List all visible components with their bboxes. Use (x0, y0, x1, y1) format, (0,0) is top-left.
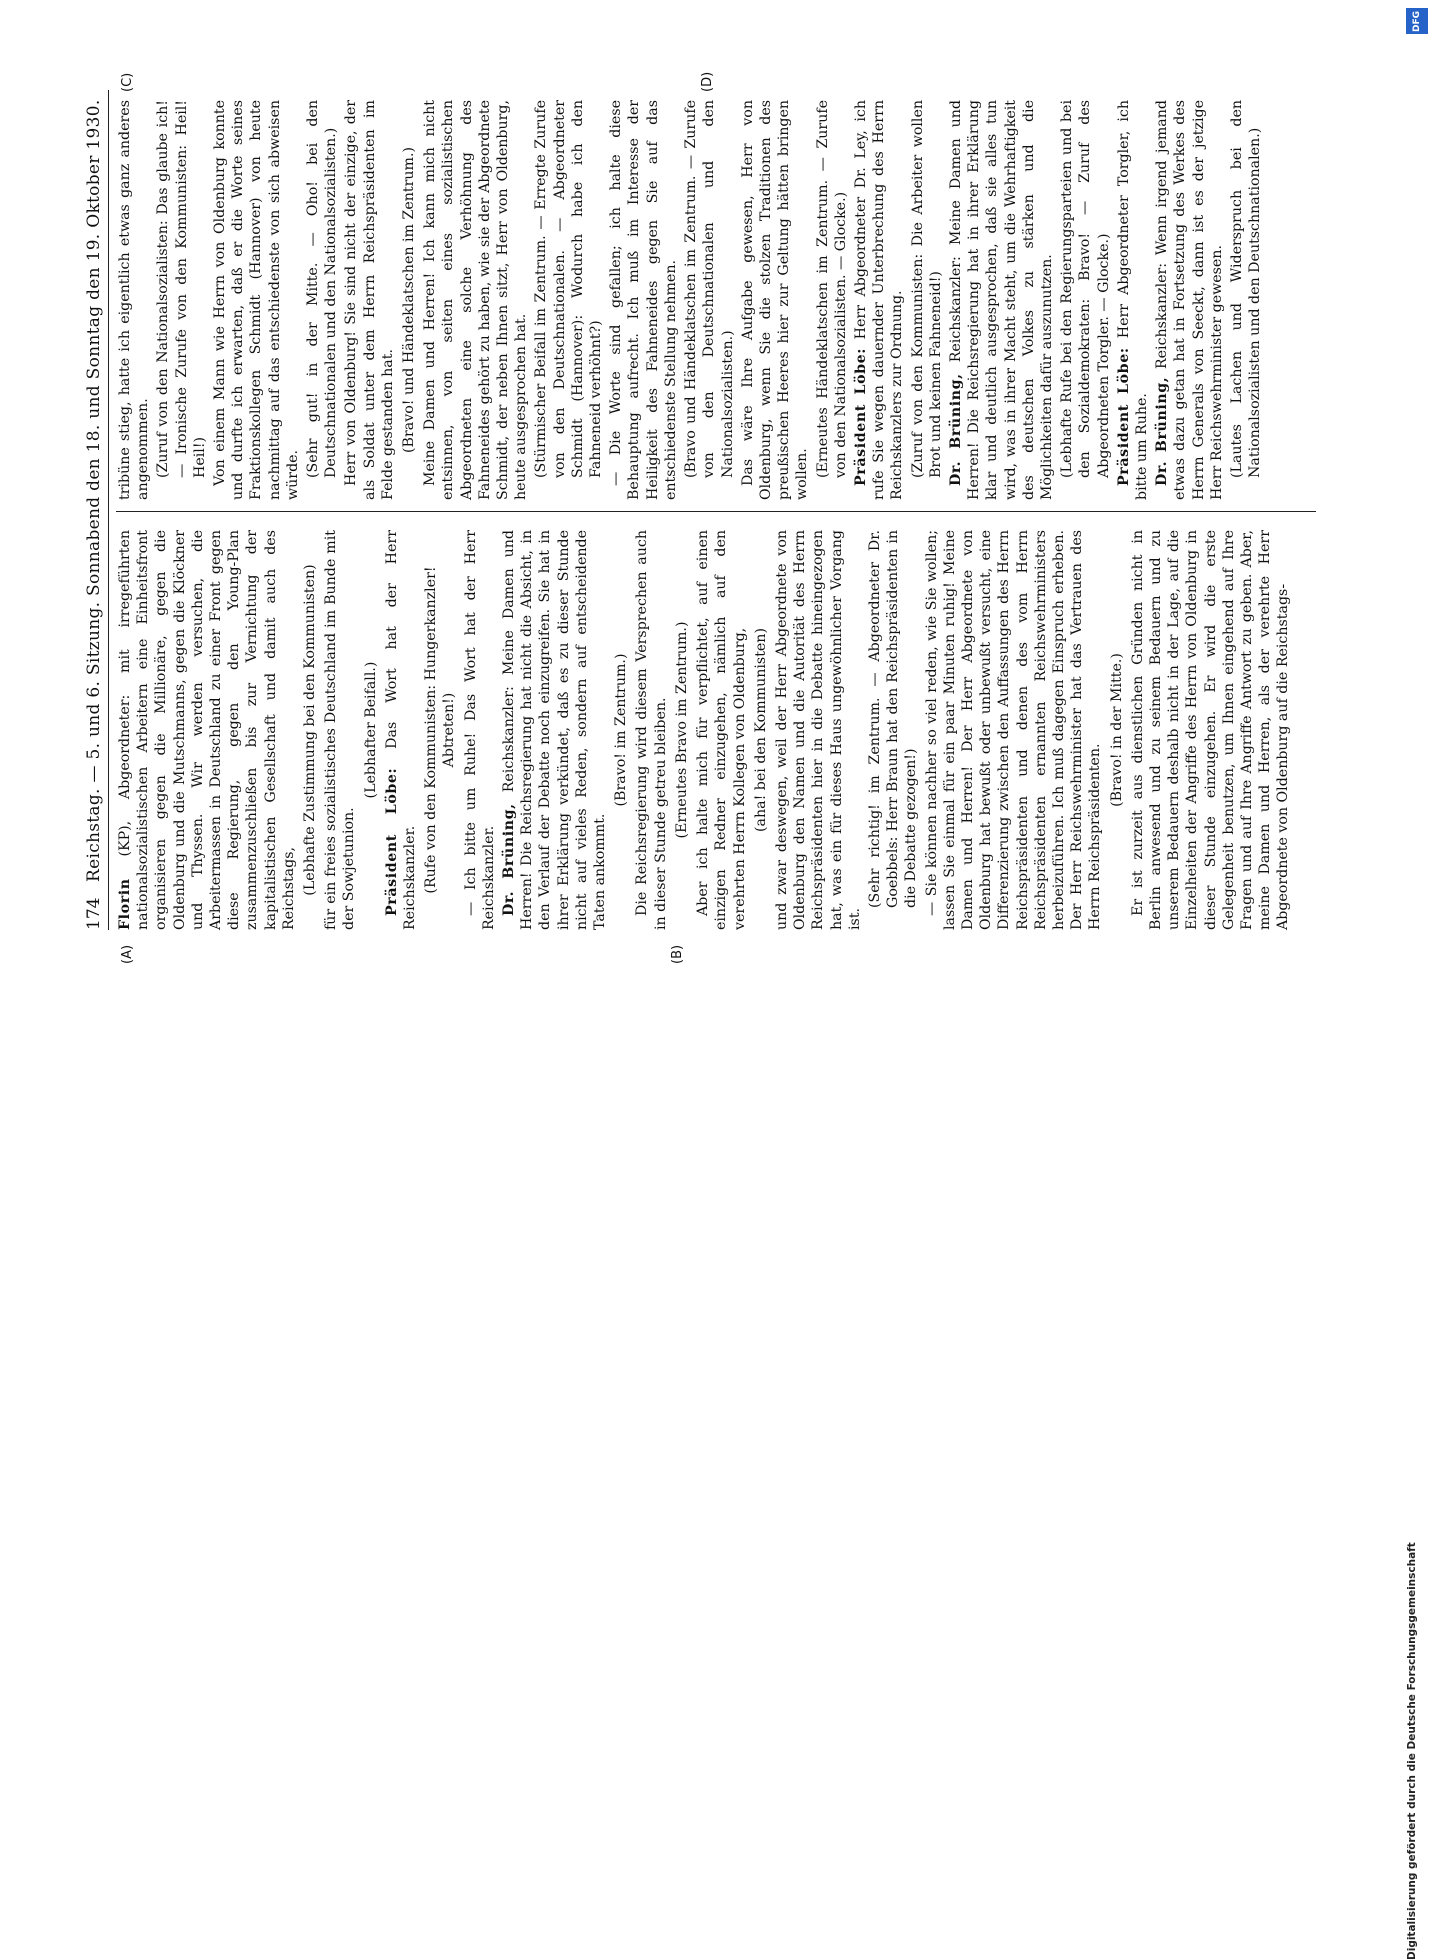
interjection (400, 114, 418, 486)
margin-mark-d: (D) (700, 71, 715, 92)
paragraph-text: Herr Abgeordneter Torgler, ich bitte um Ruhe. (1115, 100, 1150, 500)
text-column-right (116, 100, 1266, 500)
interjection (909, 100, 945, 478)
paragraph-text: tribüne stieg, hatte ich eigentlich etwas ganz anderes angenommen. (117, 100, 152, 500)
dfg-sidebar (1398, 0, 1434, 1960)
paragraph-text: (Erneutes Händeklatschen im Zentrum. — Zurufe von den Nationalsozialisten. — Glocke.) (814, 100, 849, 478)
paragraph-text: (Bravo! in der Mitte.) (1108, 653, 1125, 807)
paragraph-text: (Lebhafte Rufe bei den Regierungsparteien und bei den Sozialdemokraten: Bravo! — Zuruf des Abgeordneten Torgler. — Glocke.) (1059, 100, 1112, 478)
page-number: 174 (84, 897, 104, 930)
paragraph (947, 100, 1056, 500)
paragraph-text: (Lautes Lachen und Widerspruch bei den Nationalsozialisten und den Deutschnationalen.) (1228, 100, 1264, 478)
interjection (422, 544, 458, 916)
paragraph-text: für ein freies sozialistisches Deutschland im Bunde mit der Sowjetunion. (323, 530, 358, 930)
paragraph (116, 100, 152, 500)
paragraph-text: (Zuruf von den Nationalsozialisten: Das glaube ich! — Ironische Zurufe von den Kommunisten: Heil! Heil!) (155, 100, 208, 478)
speaker-name: Dr. Brüning, (501, 803, 518, 916)
interjection (1228, 100, 1264, 478)
paragraph-text: (aha! bei den Kommunisten) (752, 628, 769, 832)
interjection (673, 544, 691, 916)
paragraph (322, 530, 358, 930)
speaker-name: Dr. Brüning, (1154, 376, 1171, 486)
paragraph-text: (Lebhafter Beifall.) (362, 661, 379, 799)
paragraph (1129, 530, 1293, 930)
margin-mark-a: (A) (120, 944, 135, 964)
interjection (752, 544, 770, 916)
interjection (1058, 100, 1113, 478)
paragraph-text: (Zuruf von den Kommunisten: Die Arbeiter wollen Brot und keinen Fahneneid!) (909, 100, 944, 478)
interjection (301, 544, 319, 916)
paragraph (116, 530, 298, 930)
paragraph-text: Meine Damen und Herren! Ich kann mich nicht entsinnen, von seiten eines sozialistischen Abgeordneten eine solche Verhöhnung des Fahneneides gehört zu haben, wie sie der Abgeordnete Schmidt, der neben Ihnen sitzt, Herr von Oldenburg, heute ausgesprochen hat. (422, 100, 530, 500)
paragraph (500, 530, 609, 930)
paragraph-text: (Lebhafte Zustimmung bei den Kommunisten) (302, 564, 319, 896)
paragraph-text: (Bravo! im Zentrum.) (613, 653, 630, 807)
digitization-credit: Digitalisierung gefördert durch die Deutsche Forschungsgemeinschaft (1406, 1542, 1418, 1960)
speaker-name: Präsident Löbe: (383, 767, 400, 916)
column-divider (116, 511, 1316, 512)
paragraph (694, 530, 749, 930)
speaker-name: Florin (117, 878, 133, 930)
running-title: Reichstag. — 5. und 6. Sitzung. Sonnabend den 18. und Sonntag den 19. Oktober 1930. (84, 99, 104, 882)
paragraph-text: (Rufe von den Kommunisten: Hungerkanzler! Abtreten!) (423, 566, 458, 894)
interjection (1108, 544, 1126, 916)
dfg-logo: DFG (1406, 8, 1428, 34)
paragraph-text: (Bravo und Händeklatschen im Zentrum. — Zurufe von den Deutschnationalen und den Nationalsozialisten.) (683, 100, 736, 478)
paragraph (739, 100, 812, 500)
paragraph-text: Von einem Mann wie Herrn von Oldenburg konnte und durfte ich erwarten, daß er die Worte seines Fraktionskollegen Schmidt (Hannover) von heute nachmittag auf das entschiedenste von sich abweisen würde. (212, 100, 301, 500)
paragraph-text: Die Reichsregierung wird diesem Versprechen auch in dieser Stunde getreu bleiben. (634, 530, 669, 930)
page-header (80, 90, 109, 930)
paragraph-text: Aber ich halte mich für verpflichtet, auf einen einzigen Redner einzugehen, nämlich auf den verehrten Herrn Kollegen von Oldenburg, (695, 530, 748, 930)
paragraph-text: und zwar deswegen, weil der Herr Abgeordnete von Oldenburg den Namen und die Autorität des Herrn Reichspräsidenten hier in die Debatte hineingezogen hat, was ein für dieses Haus ungewöhnlicher Vorgang ist. (773, 530, 863, 930)
paragraph-text: (Sehr gut! in der Mitte. — Oho! bei den Deutschnationalen und den Nationalsozialisten.) (305, 100, 340, 478)
text-column-left (116, 530, 1295, 930)
paragraph-text: Reichskanzler: Meine Damen und Herren! Die Reichsregierung hat in ihrer Erklärung klar und deutlich ausgesprochen, daß sie alles tun wird, was in ihrer Macht steht, um die Wehrhaftigkeit des deutschen Volkes zu stärken und die Möglichkeiten dafür auszunutzen. (947, 100, 1055, 500)
paragraph-text: — Ich bitte um Ruhe! Das Wort hat der Herr Reichskanzler. (462, 530, 497, 930)
paragraph-text: — Die Worte sind gefallen; ich halte diese Behauptung aufrecht. Ich muß im Interesse der Heiligkeit des Fahneneides gegen Sie auf das entschiedenste Stellung nehmen. (608, 100, 679, 500)
paragraph-text: — Sie können nachher so viel reden, wie Sie wollen; lassen Sie einmal für ein paar Minuten ruhig! Meine Damen und Herren! Der Herr Abgeordnete von Oldenburg hat bewußt oder unbewußt versucht, eine Differenzierung zwischen den Auffassungen des Herrn Reichspräsidenten und denen des vom Herrn Reichspräsidenten ernannten Reichswehrministers herbeizuführen. Ich muß dagegen Einspruch erheben. Der Herr Reichswehrminister hat das Vertrauen des Herrn Reichspräsidenten. (923, 530, 1104, 930)
paragraph-text: Das wäre Ihre Aufgabe gewesen, Herr von Oldenburg, wenn Sie die stolzen Traditionen des preußischen Heeres hier zur Geltung hätten bringen wollen. (739, 100, 811, 500)
paragraph-text: (Sehr richtig! im Zentrum. — Abgeordneter Dr. Goebbels: Herr Braun hat den Reichspräsidenten in die Debatte gezogen!) (866, 530, 920, 908)
paragraph (1153, 100, 1226, 500)
speaker-name: Dr. Brüning, (947, 373, 964, 486)
paragraph (383, 530, 419, 930)
paragraph-text: Herr Abgeordneter Dr. Ley, ich rufe Sie wegen dauernder Unterbrechung des Herrn Reichskanzlers zur Ordnung. (852, 100, 906, 500)
paragraph (1115, 100, 1151, 500)
margin-mark-c: (C) (120, 72, 135, 92)
interjection (154, 100, 209, 478)
paragraph-text: Er ist zurzeit aus dienstlichen Gründen nicht in Berlin anwesend und zu seinem Bedauern und zu unserem Bedauern deshalb nicht in der Lage, auf die Einzelheiten der Angriffe des Herrn von Oldenburg in dieser Stunde einzugehen. Er wird die erste Gelegenheit benutzen, um Ihnen eingehend auf Ihre Fragen und auf Ihre Angriffe Antwort zu geben. Aber, meine Damen und Herren, als der verehrte Herr Abgeordnete von Oldenburg auf die Reichstags- (1129, 530, 1292, 930)
interjection (304, 100, 340, 478)
margin-mark-b: (B) (670, 944, 685, 964)
speaker-name: Präsident Löbe: (852, 347, 869, 486)
paragraph-text: (Stürmischer Beifall im Zentrum. — Erregte Zurufe von den Deutschnationalen. — Abgeordneter Schmidt (Hannover): Wodurch habe ich den Fahneneid verhöhnt?) (533, 100, 605, 478)
paragraph (421, 100, 530, 500)
interjection (532, 100, 605, 478)
paragraph (852, 100, 907, 500)
paragraph-text: Reichskanzler: Wenn irgend jemand etwas dazu getan hat in Fortsetzung des Werkes des Herrn Generals von Seeckt, dann ist es der jetzige Herr Reichswehrminister gewesen. (1154, 100, 1225, 500)
paragraph-text: (Bravo! und Händeklatschen im Zentrum.) (401, 147, 418, 453)
paragraph-text: (Erneutes Bravo im Zentrum.) (673, 621, 690, 839)
interjection (682, 100, 737, 478)
interjection (814, 100, 850, 478)
paragraph-text: Herr von Oldenburg! Sie sind nicht der einzige, der als Soldat unter dem Herrn Reichspräsidenten im Felde gestanden hat. (343, 100, 396, 500)
paragraph-text: Das Wort hat der Herr Reichskanzler. (383, 530, 419, 930)
paragraph (633, 530, 669, 930)
interjection (362, 544, 380, 916)
paragraph (923, 530, 1105, 930)
speaker-name: Präsident Löbe: (1115, 347, 1132, 486)
paragraph (342, 100, 397, 500)
rotated-page (80, 71, 1340, 964)
interjection (612, 544, 630, 916)
paragraph (607, 100, 680, 500)
paragraph (462, 530, 498, 930)
paragraph-text: Reichskanzler: Meine Damen und Herren! Die Reichsregierung hat nicht die Absicht, in den Verlauf der Debatte noch einzugreifen. Sie hat in ihrer Erklärung verkündet, daß es zu dieser Stunde nicht auf vieles Reden, sondern auf entscheidende Taten ankommt. (501, 530, 609, 930)
paragraph (773, 530, 864, 930)
paragraph-text: (KP), Abgeordneter: mit irregeführten nationalsozialistischen Arbeitern eine Einheitsfront organisieren gegen die Millionäre, gegen die Oldenburg und die Mutschmanns, gegen die Klöckner und Thyssen. Wir werden versuchen, die Arbeitermassen in Deutschland zu einer Front gegen diese Regierung, gegen den Young-Plan zusammenzuschließen bis zur Vernichtung der kapitalistischen Gesellschaft und damit auch des Reichstags, (117, 530, 297, 930)
interjection (866, 530, 921, 908)
paragraph (211, 100, 302, 500)
